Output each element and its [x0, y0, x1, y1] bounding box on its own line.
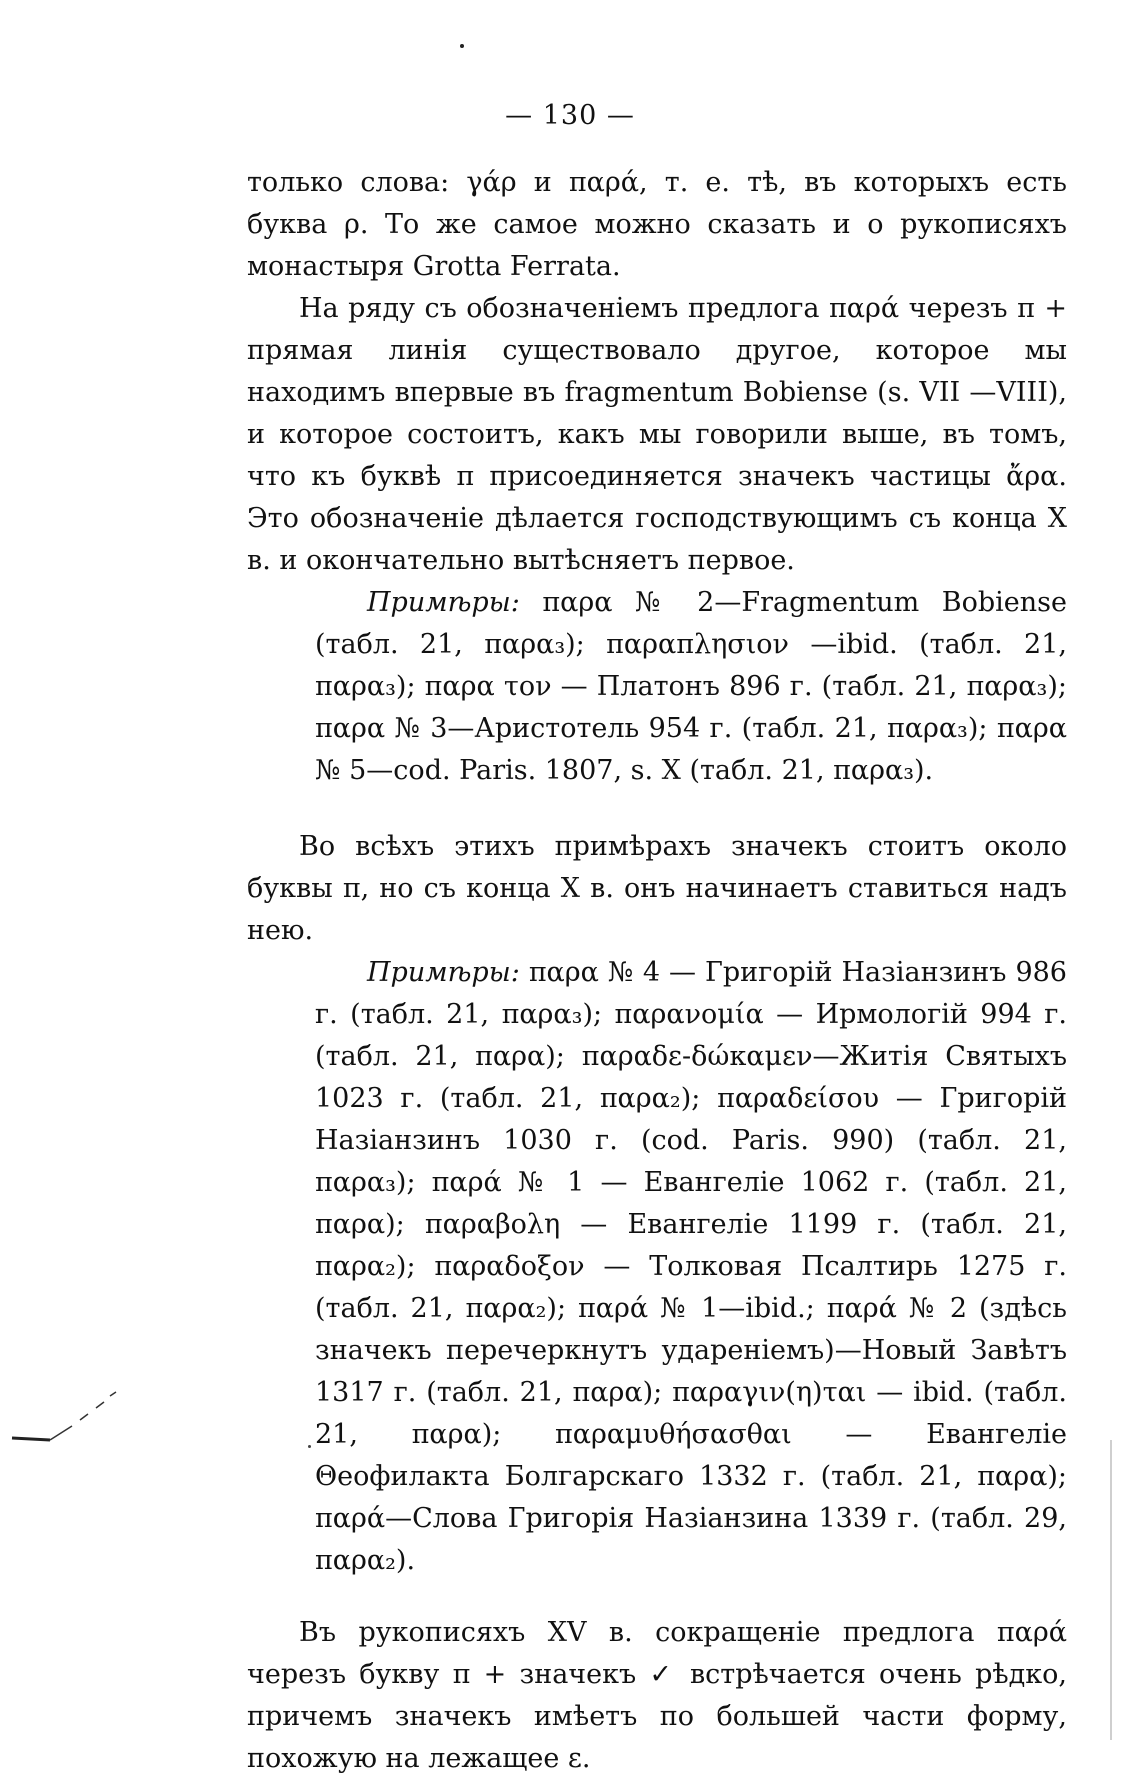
examples-2: [315, 952, 1067, 1582]
main-text: [247, 162, 1067, 1780]
page-number: — 130 —: [505, 100, 635, 131]
spacer: [247, 1582, 1067, 1612]
stray-dot: [460, 44, 464, 48]
examples-1: [315, 582, 1067, 792]
paragraph-1: только слова: γάρ и παρά, т. е. тѣ, въ которыхъ есть буква ρ. То же самое можно сказать и о рукописяхъ монастыря Grotta Ferrata.: [247, 167, 1067, 282]
paragraph-2: На ряду съ обозначеніемъ предлога παρά черезъ π + прямая линія существовало другое, которое мы находимъ впервые въ fragmentum Bobiense (s. VII —VIII), и которое состоитъ, какъ мы говорили выше, въ томъ, что къ буквѣ π присоединяется значекъ частицы ἄρα. Это обозначеніе дѣлается господствующимъ съ конца X в. и окончательно вытѣсняетъ первое.: [247, 293, 1067, 576]
examples-1-label: Примѣры:: [367, 587, 520, 618]
scan-edge-line: [1110, 1440, 1112, 1740]
spacer: [247, 792, 1067, 826]
stray-dot: [308, 1445, 311, 1448]
examples-2-text: παρα № 4 — Григорій Назіанзинъ 986 г. (табл. 21, παρα₃); παρανομία — Ирмологій 994 г. (табл. 21, παρα); παραδε-δώκαμεν—Житія Святыхъ 1023 г. (табл. 21, παρα₂); παραδείσου — Григорій Назіанзинъ 1030 г. (cod. Paris. 990) (табл. 21, παρα₃); παρά № 1 — Евангеліе 1062 г. (табл. 21, παρα); παραβολη — Евангеліе 1199 г. (табл. 21, παρα₂); παραδοξον — Толковая Псалтирь 1275 г. (табл. 21, παρα₂); παρά № 1—ibid.; παρά № 2 (здѣсь значекъ перечеркнутъ удареніемъ)—Новый Завѣтъ 1317 г. (табл. 21, παρα); παραγιν(η)ται — ibid. (табл. 21, παρα); παραμυθήσασθαι — Евангеліе Θеофилакта Болгарскаго 1332 г. (табл. 21, παρα); παρά—Слова Григорія Назіанзина 1339 г. (табл. 29, παρα₂).: [315, 957, 1067, 1576]
examples-2-label: Примѣры:: [367, 957, 520, 988]
margin-pencil-mark: [10, 1380, 120, 1450]
paragraph-3: Во всѣхъ этихъ примѣрахъ значекъ стоитъ около буквы π, но съ конца X в. онъ начинаетъ ставиться надъ нею.: [247, 831, 1067, 946]
paragraph-4: Въ рукописяхъ XV в. сокращеніе предлога παρά черезъ букву π + значекъ ✓ встрѣчается очень рѣдко, причемъ значекъ имѣетъ по большей части форму, похожую на лежащее ε.: [247, 1617, 1067, 1774]
examples-1-text: παρα № 2—Fragmentum Bobiense (табл. 21, παρα₃); παραπλησιον —ibid. (табл. 21, παρα₃); παρα τον — Платонъ 896 г. (табл. 21, παρα₃); παρα № 3—Аристотель 954 г. (табл. 21, παρα₃); παρα № 5—cod. Paris. 1807, s. X (табл. 21, παρα₃).: [315, 587, 1067, 786]
